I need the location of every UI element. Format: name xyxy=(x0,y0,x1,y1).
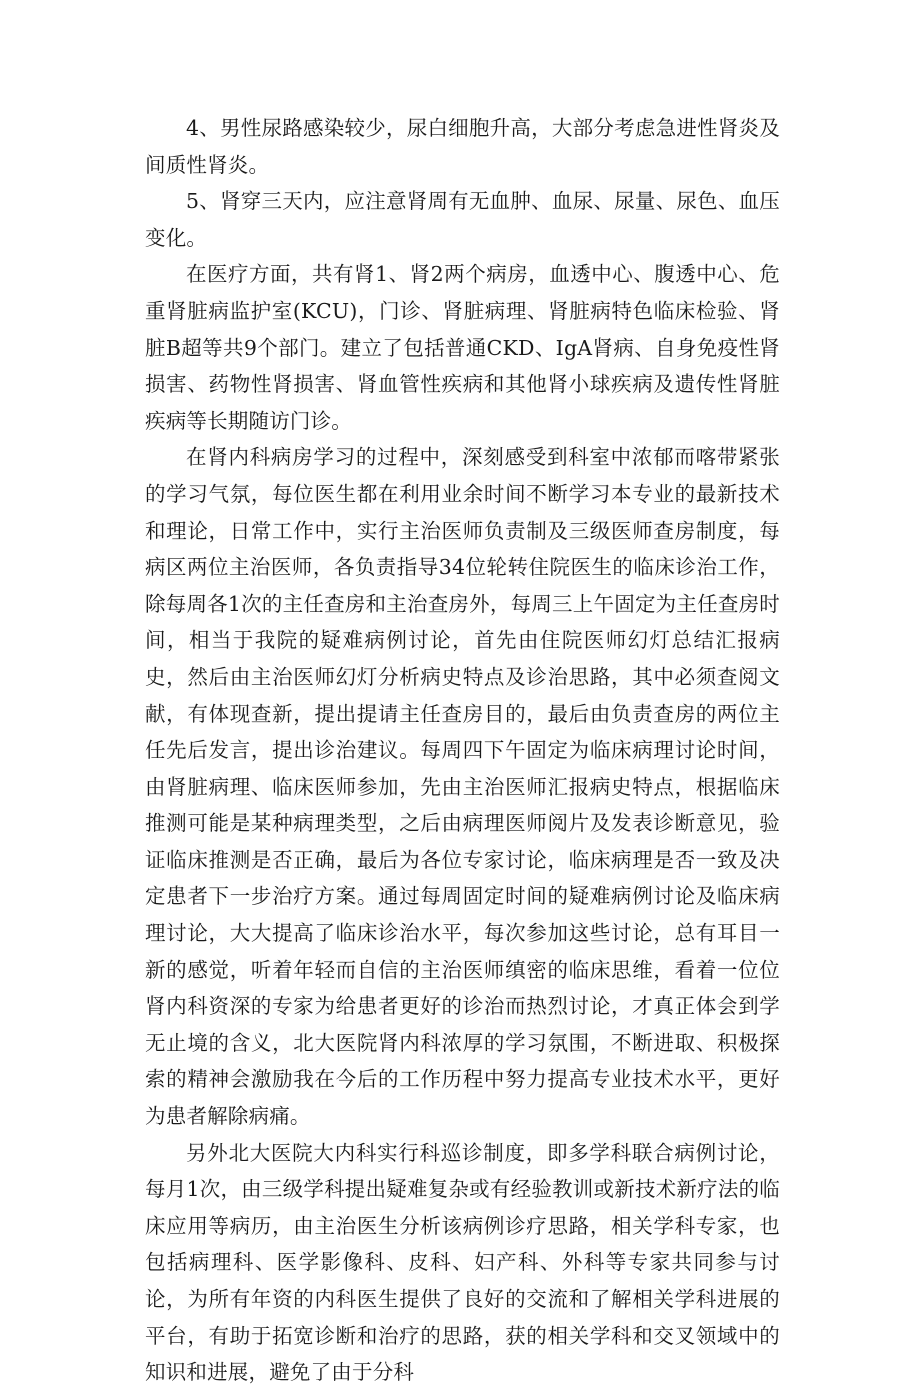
paragraph-ward-learning: 在肾内科病房学习的过程中，深刻感受到科室中浓郁而喀带紧张的学习气氛，每位医生都在利用业余时间不断学习本专业的最新技术和理论，日常工作中，实行主治医师负责制及三级医师查房制度，每病区两位主治医师，各负责指导34位轮转住院医生的临床诊治工作，除每周各1次的主任查房和主治查房外，每周三上午固定为主任查房时间，相当于我院的疑难病例讨论，首先由住院医师幻灯总结汇报病史，然后由主治医师幻灯分析病史特点及诊治思路，其中必须查阅文献，有体现查新，提出提请主任查房目的，最后由负责查房的两位主任先后发言，提出诊治建议。每周四下午固定为临床病理讨论时间，由肾脏病理、临床医师参加，先由主治医师汇报病史特点，根据临床推测可能是某种病理类型，之后由病理医师阅片及发表诊断意见，验证临床推测是否正确，最后为各位专家讨论，临床病理是否一致及决定患者下一步治疗方案。通过每周固定时间的疑难病例讨论及临床病理讨论，大大提高了临床诊治水平，每次参加这些讨论，总有耳目一新的感觉，听着年轻而自信的主治医师缜密的临床思维，看着一位位肾内科资深的专家为给患者更好的诊治而热烈讨论，才真正体会到学无止境的含义，北大医院肾内科浓厚的学习氛围，不断进取、积极探索的精神会激励我在今后的工作历程中努力提高专业技术水平，更好为患者解除病痛。 xyxy=(145,445,780,1129)
paragraph-medical-departments: 在医疗方面，共有肾1、肾2两个病房，血透中心、腹透中心、危重肾脏病监护室(KCU)，门诊、肾脏病理、肾脏病特色临床检验、肾脏B超等共9个部门。建立了包括普通CKD、IgA肾病、自身免疫性肾损害、药物性肾损害、肾血管性疾病和其他肾小球疾病及遗传性肾脏疾病等长期随访门诊。 xyxy=(145,262,780,433)
paragraph-urinary-infection: 4、男性尿路感染较少，尿白细胞升高，大部分考虑急进性肾炎及间质性肾炎。 xyxy=(145,116,780,177)
paragraph-renal-biopsy: 5、肾穿三天内，应注意肾周有无血肿、血尿、尿量、尿色、血压变化。 xyxy=(145,189,780,250)
document-body xyxy=(145,110,780,1391)
paragraph-multidisciplinary-rounds: 另外北大医院大内科实行科巡诊制度，即多学科联合病例讨论，每月1次，由三级学科提出疑难复杂或有经验教训或新技术新疗法的临床应用等病历，由主治医生分析该病例诊疗思路，相关学科专家，也包括病理科、医学影像科、皮科、妇产科、外科等专家共同参与讨论，为所有年资的内科医生提供了良好的交流和了解相关学科进展的平台，有助于拓宽诊断和治疗的思路，获的相关学科和交叉领域中的知识和进展，避免了由于分科 xyxy=(145,1140,780,1385)
